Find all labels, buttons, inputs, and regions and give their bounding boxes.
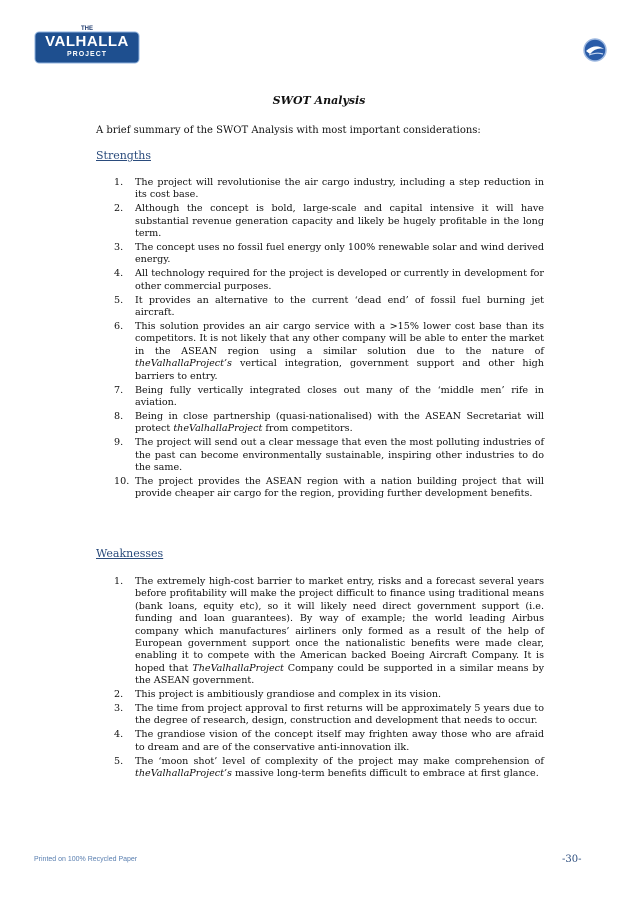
logo-main-text: VALHALLA [45,33,129,50]
list-item: 2. Although the concept is bold, large-scale and capital intensive it will have substantial revenue generation capacity and likely be hugely profitable in the long term. [114,203,544,240]
intro-text: A brief summary of the SWOT Analysis with most important considerations: [96,125,481,136]
list-item: 4. All technology required for the project is developed or currently in development for other commercial purposes. [114,268,544,292]
list-item: 3. The concept uses no fossil fuel energy only 100% renewable solar and wind derived energy. [114,242,544,266]
list-item: 3. The time from project approval to first returns will be approximately 5 years due to the degree of research, design, construction and development that needs to occur. [114,703,544,727]
list-item: 6. This solution provides an air cargo service with a >15% lower cost base than its competitors. It is not likely that any other company will be able to enter the market in the ASEAN region using a similar solution due to the nature of theValhallaProject’s vertical integration, government support and other high barriers to entry. [114,320,544,382]
page-title: SWOT Analysis [272,94,366,107]
footer-recycled-note: Printed on 100% Recycled Paper [34,856,138,863]
strengths-heading: Strengths [96,149,151,162]
strengths-list [114,177,544,502]
list-item: 5. It provides an alternative to the current ‘dead end’ of fossil fuel burning jet aircraft. [114,294,544,319]
list-item: 8. Being in close partnership (quasi-nationalised) with the ASEAN Secretariat will protect theValhallaProject from competitors. [114,410,544,435]
list-item: 1. The extremely high-cost barrier to market entry, risks and a forecast several years before profitability will make the project difficult to finance using traditional means (bank loans, equity etc), so it will likely need direct government support (i.e. funding and loan guarantees). By way of example; the world leading Airbus company which manufactures’ airliners only formed as a result of the help of European government support once the nationalistic benefits were made clear, enabling it to compete with the American backed Boeing Aircraft Company. It is hoped that TheValhallaProject Company could be supported in a similar means by the ASEAN government. [114,576,544,687]
list-item: 7. Being fully vertically integrated closes out many of the ‘middle men’ rife in aviation. [114,384,544,408]
page-number: -30- [562,854,582,865]
asean-emblem-icon [580,37,610,63]
logo-sub-text: PROJECT [66,51,108,58]
list-item: 4. The grandiose vision of the concept itself may frighten away those who are afraid to dream and are of the conservative anti-innovation ilk. [114,729,544,753]
list-item: 9. The project will send out a clear message that even the most polluting industries of the past can become environmentally sustainable, inspiring other industries to do the same. [114,437,544,473]
logo-small-text: THE [81,26,93,32]
list-item: 5. The ‘moon shot’ level of complexity of the project may make comprehension of theValhallaProject’s massive long-term benefits difficult to embrace at first glance. [114,755,544,780]
weaknesses-heading: Weaknesses [96,547,164,560]
weaknesses-list [114,576,544,782]
list-item: 2. This project is ambitiously grandiose and complex in its vision. [114,689,442,701]
list-item: 1. The project will revolutionise the air cargo industry, including a step reduction in its cost base. [114,177,544,201]
list-item: 10. The project provides the ASEAN region with a nation building project that will provide cheaper air cargo for the region, providing further development benefits. [114,475,544,500]
